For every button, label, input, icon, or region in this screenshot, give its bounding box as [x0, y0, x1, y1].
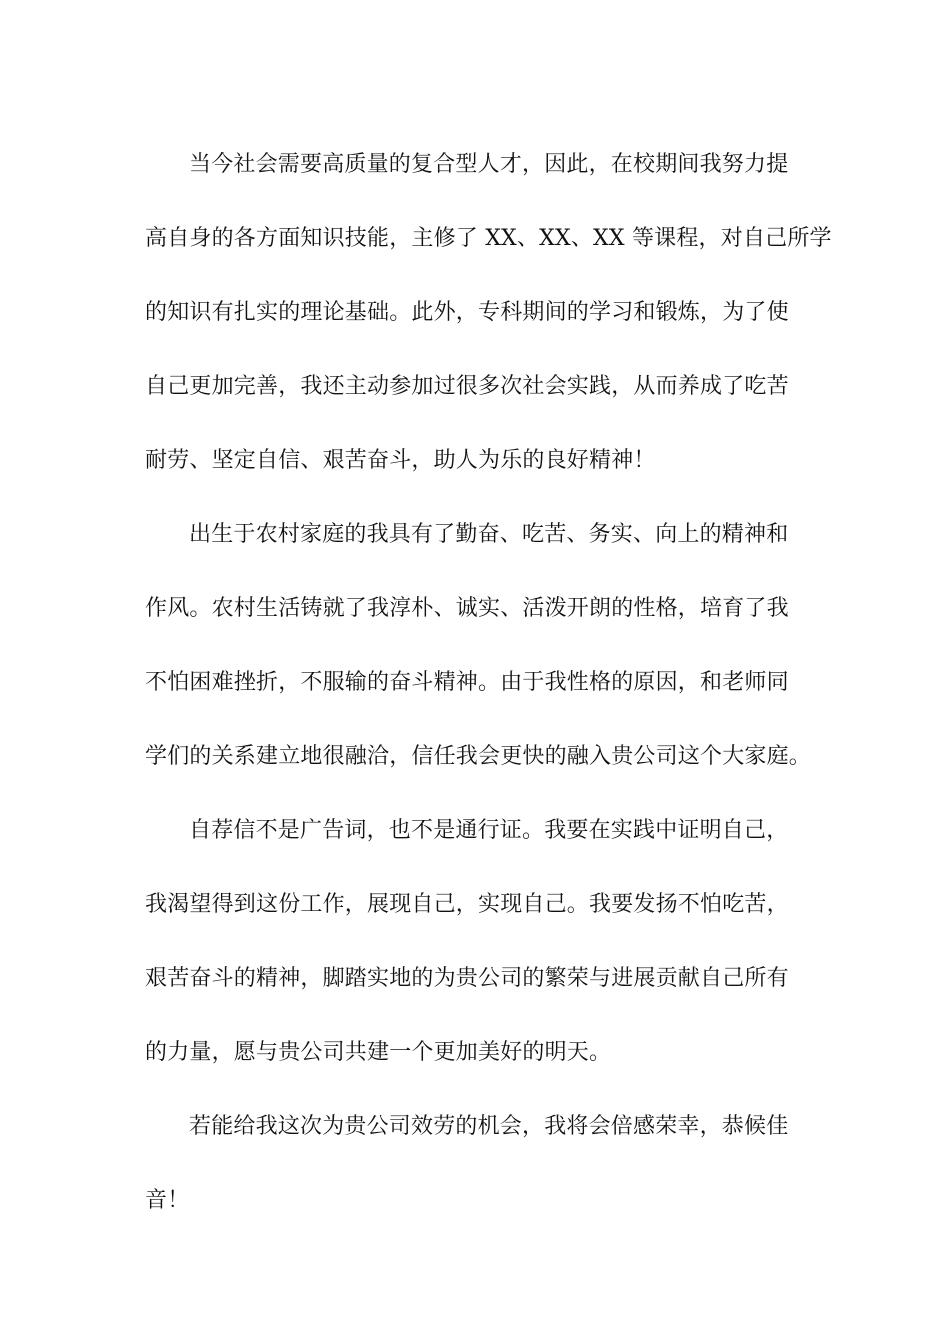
text-line: 的知识有扎实的理论基础。此外，专科期间的学习和锻炼，为了使: [145, 300, 789, 325]
paragraph-3: [145, 794, 807, 1090]
text-line: 自己更加完善，我还主动参加过很多次社会实践，从而养成了吃苦: [145, 374, 789, 399]
paragraph-1: [145, 128, 832, 498]
text-line: 出生于农村家庭的我具有了勤奋、吃苦、务实、向上的精神和: [189, 522, 789, 547]
text-line: 当今社会需要高质量的复合型人才，因此，在校期间我努力提: [189, 152, 789, 177]
paragraph-2: [145, 498, 812, 794]
text-line: 耐劳、坚定自信、艰苦奋斗，助人为乐的良好精神！: [145, 448, 656, 473]
text-line: 不怕困难挫折，不服输的奋斗精神。由于我性格的原因，和老师同: [145, 670, 789, 695]
text-line: 高自身的各方面知识技能，主修了 XX、XX、XX 等课程，对自己所学: [145, 226, 832, 251]
text-line: 的力量，愿与贵公司共建一个更加美好的明天。: [145, 1040, 612, 1065]
text-line: 我渴望得到这份工作，展现自己，实现自己。我要发扬不怕吃苦，: [145, 892, 789, 917]
text-line: 艰苦奋斗的精神，脚踏实地的为贵公司的繁荣与进展贡献自己所有: [145, 966, 789, 991]
text-line: 作风。农村生活铸就了我淳朴、诚实、活泼开朗的性格，培育了我: [145, 596, 789, 621]
paragraph-4: [145, 1090, 807, 1238]
document-page: [145, 128, 832, 1238]
text-line: 自荐信不是广告词，也不是通行证。我要在实践中证明自己，: [189, 818, 789, 843]
text-line: 若能给我这次为贵公司效劳的机会，我将会倍感荣幸，恭候佳: [189, 1114, 789, 1139]
text-line: 学们的关系建立地很融洽，信任我会更快的融入贵公司这个大家庭。: [145, 744, 812, 769]
text-line: 音！: [145, 1188, 190, 1213]
